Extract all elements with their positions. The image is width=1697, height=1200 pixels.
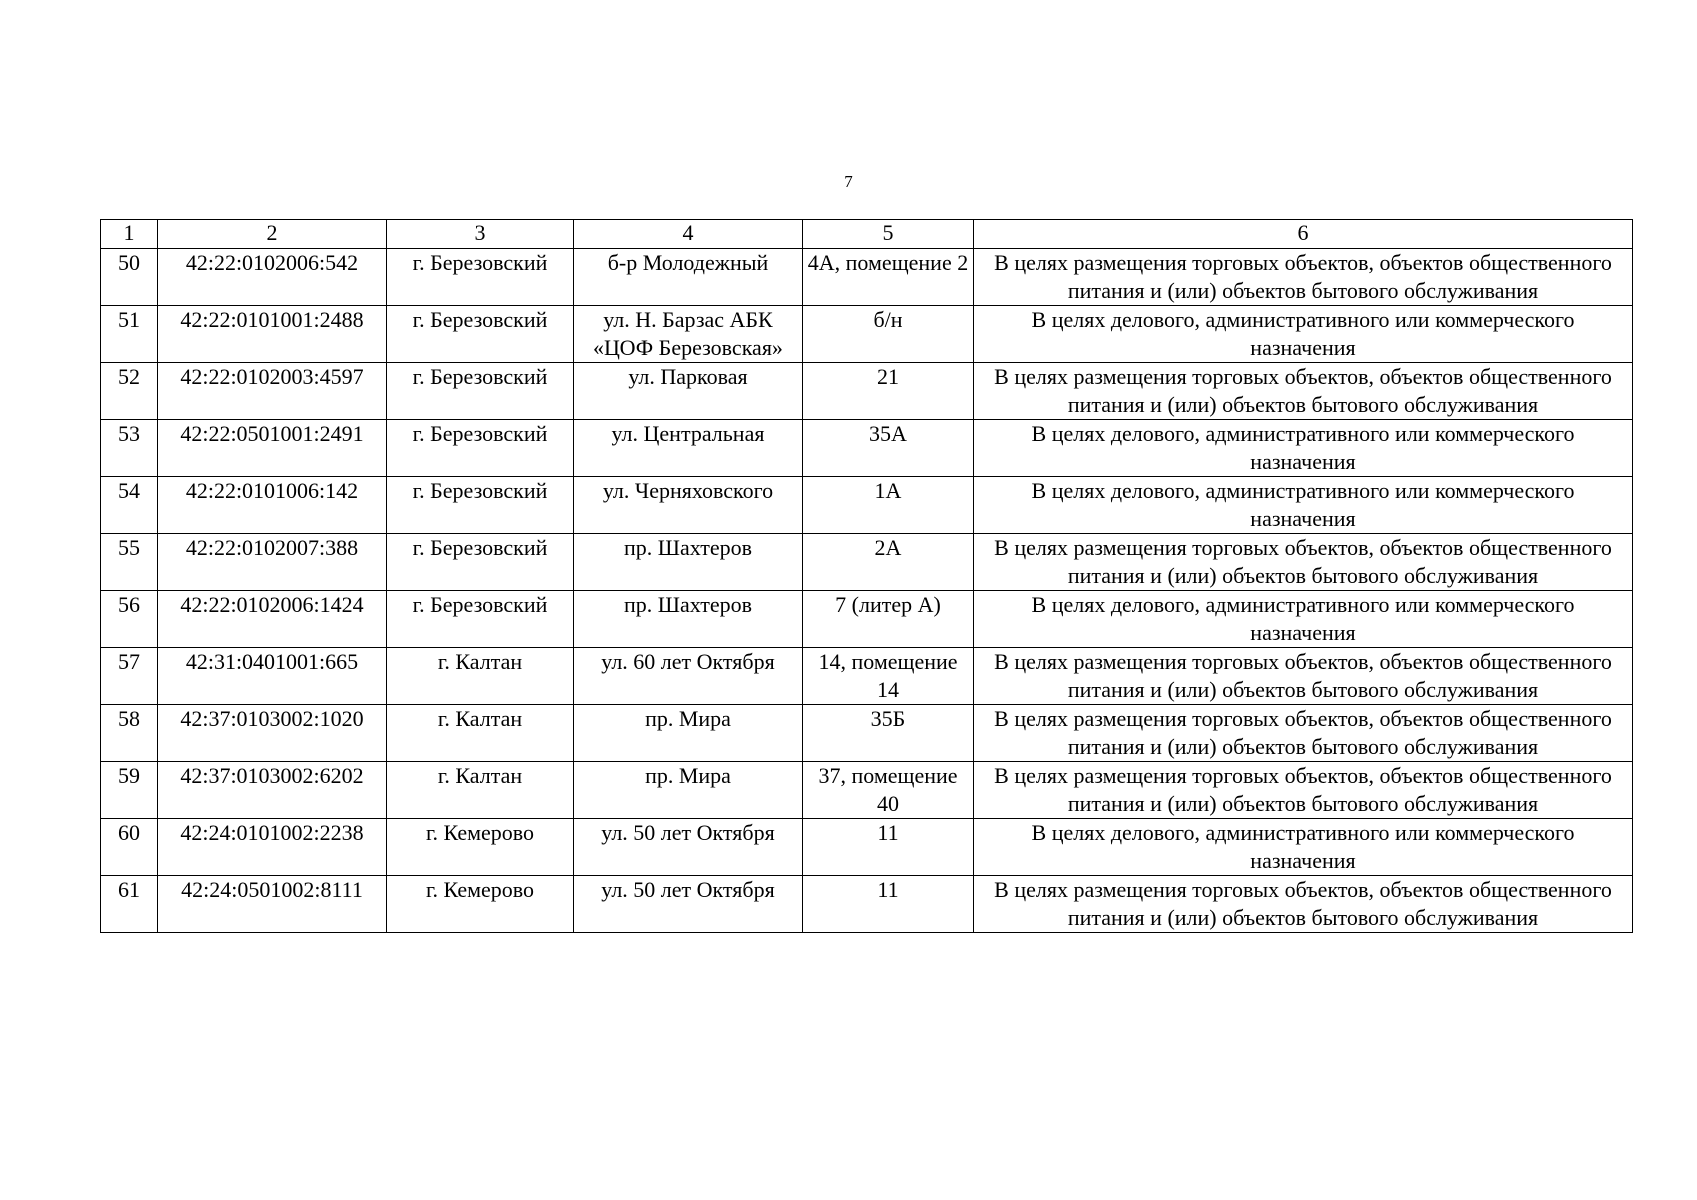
- building-cell: 35А: [803, 420, 974, 477]
- table-row: [101, 477, 1633, 534]
- street-cell: пр. Мира: [574, 762, 803, 819]
- city-cell: г. Кемерово: [387, 876, 574, 933]
- street-cell: ул. 50 лет Октября: [574, 819, 803, 876]
- city-cell: г. Калтан: [387, 705, 574, 762]
- building-cell: 35Б: [803, 705, 974, 762]
- row-number-cell: 50: [101, 249, 158, 306]
- row-number-cell: 57: [101, 648, 158, 705]
- table-row: [101, 876, 1633, 933]
- row-number-cell: 51: [101, 306, 158, 363]
- row-number-cell: 61: [101, 876, 158, 933]
- row-number-cell: 56: [101, 591, 158, 648]
- city-cell: г. Калтан: [387, 648, 574, 705]
- building-cell: 4А, помещение 2: [803, 249, 974, 306]
- table-row: [101, 705, 1633, 762]
- purpose-cell: В целях делового, административного или коммерческого назначения: [974, 591, 1633, 648]
- purpose-cell: В целях размещения торговых объектов, объектов общественного питания и (или) объектов бытового обслуживания: [974, 249, 1633, 306]
- street-cell: ул. 50 лет Октября: [574, 876, 803, 933]
- street-cell: пр. Шахтеров: [574, 534, 803, 591]
- cadastral-number-cell: 42:22:0102007:388: [158, 534, 387, 591]
- building-cell: 14, помещение 14: [803, 648, 974, 705]
- street-cell: пр. Мира: [574, 705, 803, 762]
- column-cadastral-header: 2: [158, 220, 387, 249]
- city-cell: г. Березовский: [387, 249, 574, 306]
- column-street-header: 4: [574, 220, 803, 249]
- city-cell: г. Калтан: [387, 762, 574, 819]
- cadastral-number-cell: 42:22:0501001:2491: [158, 420, 387, 477]
- building-cell: 21: [803, 363, 974, 420]
- table-row: [101, 762, 1633, 819]
- city-cell: г. Березовский: [387, 420, 574, 477]
- city-cell: г. Кемерово: [387, 819, 574, 876]
- street-cell: б-р Молодежный: [574, 249, 803, 306]
- table-row: [101, 591, 1633, 648]
- building-cell: 1А: [803, 477, 974, 534]
- property-registry-table: [100, 219, 1633, 933]
- building-cell: 11: [803, 819, 974, 876]
- purpose-cell: В целях делового, административного или коммерческого назначения: [974, 819, 1633, 876]
- city-cell: г. Березовский: [387, 363, 574, 420]
- table-row: [101, 648, 1633, 705]
- row-number-cell: 54: [101, 477, 158, 534]
- cadastral-number-cell: 42:22:0102006:542: [158, 249, 387, 306]
- city-cell: г. Березовский: [387, 306, 574, 363]
- table-body: [101, 249, 1633, 933]
- cadastral-number-cell: 42:22:0101006:142: [158, 477, 387, 534]
- cadastral-number-cell: 42:37:0103002:1020: [158, 705, 387, 762]
- table-row: [101, 534, 1633, 591]
- row-number-cell: 58: [101, 705, 158, 762]
- street-cell: пр. Шахтеров: [574, 591, 803, 648]
- purpose-cell: В целях размещения торговых объектов, объектов общественного питания и (или) объектов бытового обслуживания: [974, 762, 1633, 819]
- building-cell: б/н: [803, 306, 974, 363]
- purpose-cell: В целях размещения торговых объектов, объектов общественного питания и (или) объектов бытового обслуживания: [974, 876, 1633, 933]
- street-cell: ул. Черняховского: [574, 477, 803, 534]
- purpose-cell: В целях делового, административного или коммерческого назначения: [974, 477, 1633, 534]
- table-row: [101, 249, 1633, 306]
- page-number: 7: [844, 172, 853, 191]
- cadastral-number-cell: 42:24:0501002:8111: [158, 876, 387, 933]
- cadastral-number-cell: 42:31:0401001:665: [158, 648, 387, 705]
- column-number-header: 1: [101, 220, 158, 249]
- column-building-header: 5: [803, 220, 974, 249]
- street-cell: ул. 60 лет Октября: [574, 648, 803, 705]
- purpose-cell: В целях делового, административного или коммерческого назначения: [974, 420, 1633, 477]
- cadastral-number-cell: 42:22:0102003:4597: [158, 363, 387, 420]
- row-number-cell: 59: [101, 762, 158, 819]
- table-row: [101, 363, 1633, 420]
- building-cell: 11: [803, 876, 974, 933]
- table-row: [101, 306, 1633, 363]
- street-cell: ул. Центральная: [574, 420, 803, 477]
- header-row: [101, 220, 1633, 249]
- column-purpose-header: 6: [974, 220, 1633, 249]
- row-number-cell: 60: [101, 819, 158, 876]
- city-cell: г. Березовский: [387, 534, 574, 591]
- row-number-cell: 53: [101, 420, 158, 477]
- row-number-cell: 55: [101, 534, 158, 591]
- purpose-cell: В целях размещения торговых объектов, объектов общественного питания и (или) объектов бытового обслуживания: [974, 534, 1633, 591]
- city-cell: г. Березовский: [387, 591, 574, 648]
- purpose-cell: В целях размещения торговых объектов, объектов общественного питания и (или) объектов бытового обслуживания: [974, 648, 1633, 705]
- building-cell: 2А: [803, 534, 974, 591]
- cadastral-number-cell: 42:37:0103002:6202: [158, 762, 387, 819]
- column-city-header: 3: [387, 220, 574, 249]
- purpose-cell: В целях размещения торговых объектов, объектов общественного питания и (или) объектов бытового обслуживания: [974, 363, 1633, 420]
- building-cell: 7 (литер А): [803, 591, 974, 648]
- table-row: [101, 420, 1633, 477]
- cadastral-number-cell: 42:22:0101001:2488: [158, 306, 387, 363]
- building-cell: 37, помещение 40: [803, 762, 974, 819]
- cadastral-number-cell: 42:24:0101002:2238: [158, 819, 387, 876]
- city-cell: г. Березовский: [387, 477, 574, 534]
- purpose-cell: В целях размещения торговых объектов, объектов общественного питания и (или) объектов бытового обслуживания: [974, 705, 1633, 762]
- table-header: [101, 220, 1633, 249]
- street-cell: ул. Н. Барзас АБК «ЦОФ Березовская»: [574, 306, 803, 363]
- street-cell: ул. Парковая: [574, 363, 803, 420]
- row-number-cell: 52: [101, 363, 158, 420]
- cadastral-number-cell: 42:22:0102006:1424: [158, 591, 387, 648]
- purpose-cell: В целях делового, административного или коммерческого назначения: [974, 306, 1633, 363]
- table-row: [101, 819, 1633, 876]
